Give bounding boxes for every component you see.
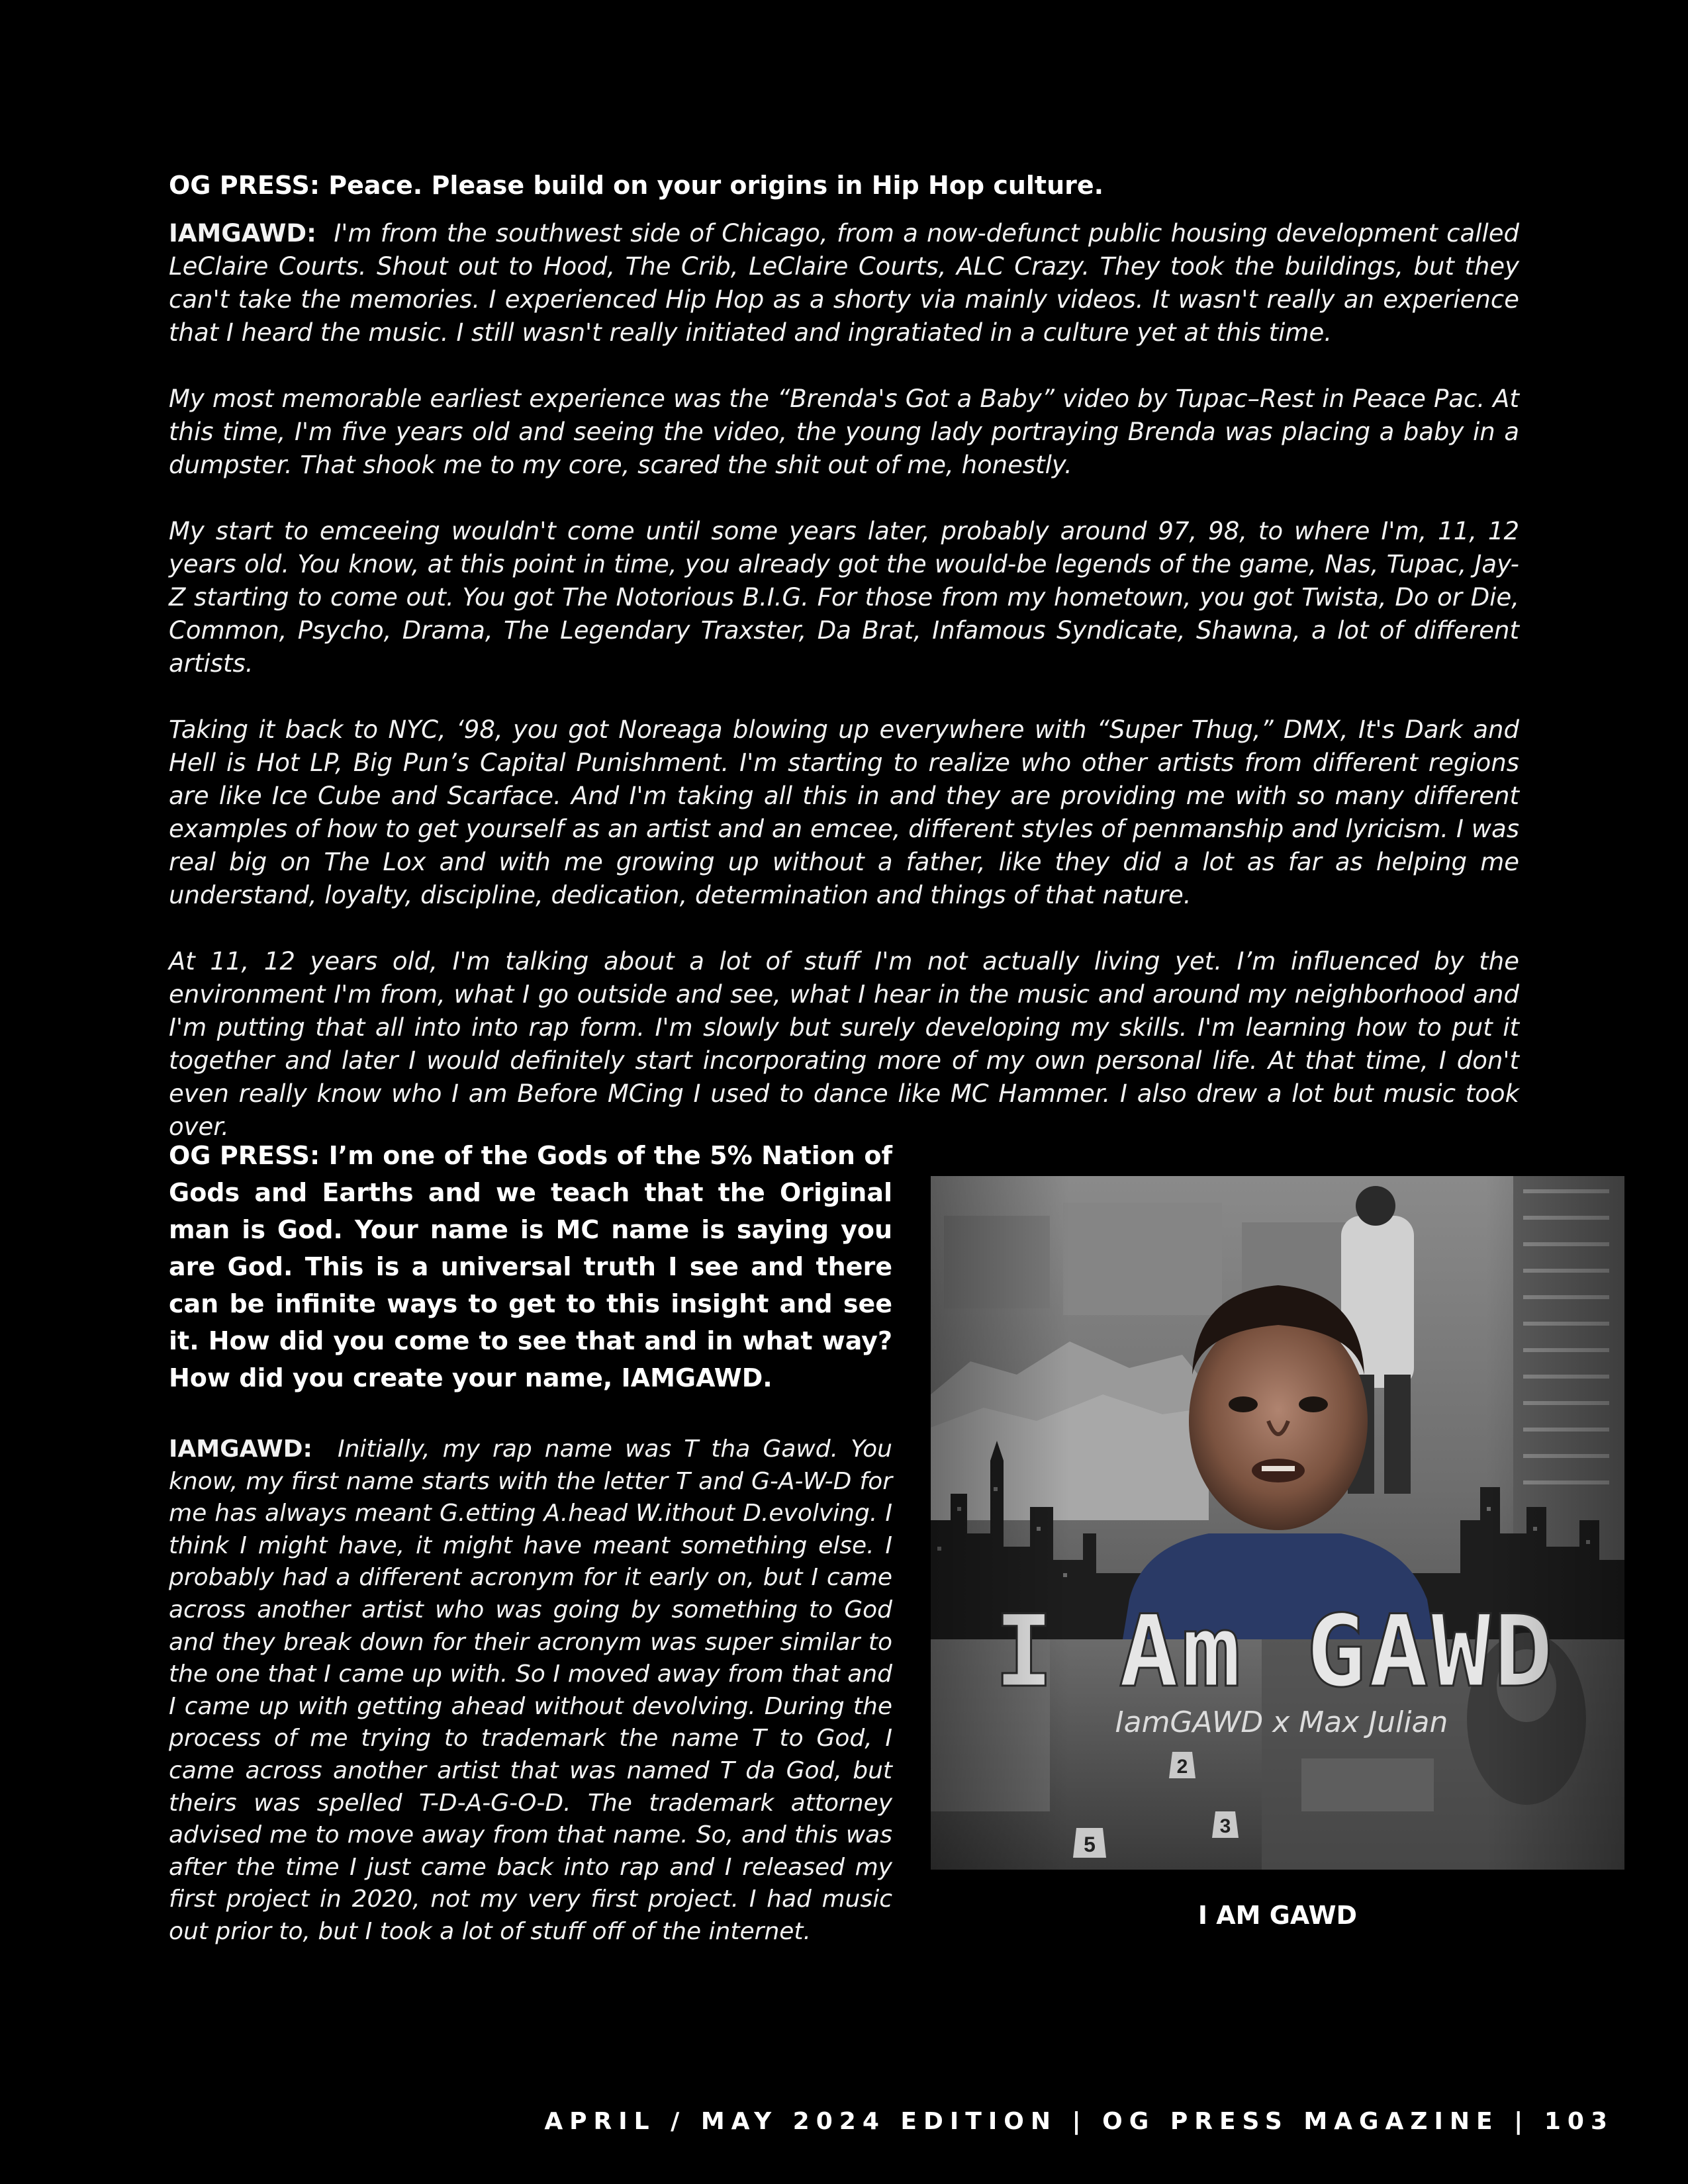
interview-name-section — [169, 1137, 892, 1948]
answer-paragraph: Taking it back to NYC, ‘98, you got Noreaga blowing up everywhere with “Super Thug,” DMX, It's Dark and Hell is Hot LP, Big Pun’s Capital Punishment. I'm starting to realize who other artists from different regions are like Ice Cube and Scarface. And I'm taking all this in and they are providing me with so many different examples of how to get yourself as an artist and an emcee, different styles of penmanship and lyricism. I was real big on The Lox and with me growing up without a father, like they did a lot as far as helping me understand, loyalty, discipline, dedication, determination and things of that nature. — [169, 715, 1519, 909]
interview-question-name: OG PRESS: I’m one of the Gods of the 5% Nation of Gods and Earths and we teach that the Original man is God. Your name is MC name is saying you are God. This is a universal truth I see and there can be infinite ways to get to this insight and see it. How did you come to see that and in what way? How did you create your name, IAMGAWD. — [169, 1141, 892, 1392]
answer-paragraph — [169, 217, 1519, 349]
answer-paragraph — [169, 1433, 892, 1948]
speaker-label: IAMGAWD: — [169, 219, 316, 248]
answer-text: Initially, my rap name was T tha Gawd. You know, my first name starts with the letter T and G-A-W-D for me has always meant G.etting A.head W.ithout D.evolving. I think I might have, it might have meant something else. I probably had a different acronym for it early on, but I came across another artist who was going by something to God and they break down for their acronym was super similar to the one that I came up with. So I moved away from that and I came up with getting ahead without devolving. During the process of me trying to trademark the name T to God, I came across another artist that was named T da God, but theirs was spelled T-D-A-G-O-D. The trademark attorney advised me to move away from that name. So, and this was after the time I just came back into rap and I released my first project in 2020, not my very first project. I had music out prior to, but I took a lot of stuff off of the internet. — [169, 1435, 892, 1945]
answer-paragraph: At 11, 12 years old, I'm talking about a lot of stuff I'm not actually living yet. I’m influenced by the environment I'm from, what I go outside and see, what I hear in the music and around my neighborhood and I'm putting that all into into rap form. I'm slowly but surely developing my skills. I'm learning how to put it together and later I would definitely start incorporating more of my own personal life. At that time, I don't even really know who I am Before MCing I used to dance like MC Hammer. I also drew a lot but music took over. — [169, 947, 1519, 1141]
interview-question-origins: OG PRESS: Peace. Please build on your origins in Hip Hop culture. — [169, 171, 1104, 200]
answer-paragraph: My start to emceeing wouldn't come until some years later, probably around 97, 98, to where I'm, 11, 12 years old. You know, at this point in time, you already got the would-be legends of the game, Nas, Tupac, Jay-Z starting to come out. You got The Notorious B.I.G. For those from my hometown, you got Twista, Do or Die, Common, Psycho, Drama, The Legendary Traxster, Da Brat, Infamous Syndicate, Shawna, a lot of different artists. — [169, 517, 1519, 678]
speaker-label: IAMGAWD: — [169, 1435, 312, 1463]
answer-text: I'm from the southwest side of Chicago, from a now-defunct public housing development called LeClaire Courts. Shout out to Hood, The Crib, LeClaire Courts, ALC Crazy. They took the buildings, but they can't take the memories. I experienced Hip Hop as a shorty via mainly videos. It wasn't really an experience that I heard the music. I still wasn't really initiated and ingratiated in a culture yet at this time. — [169, 219, 1519, 347]
page-footer: APRIL / MAY 2024 EDITION | OG PRESS MAGAZINE | 103 — [544, 2108, 1614, 2135]
image-caption: I AM GAWD — [1197, 1901, 1358, 1930]
interview-answer-origins — [169, 217, 1519, 1177]
answer-paragraph: My most memorable earliest experience was the “Brenda's Got a Baby” video by Tupac–Rest in Peace Pac. At this time, I'm five years old and seeing the video, the young lady portraying Brenda was placing a baby in a dumpster. That shook me to my core, scared the shit out of me, honestly. — [169, 385, 1519, 479]
album-cover-image — [931, 1176, 1624, 1870]
